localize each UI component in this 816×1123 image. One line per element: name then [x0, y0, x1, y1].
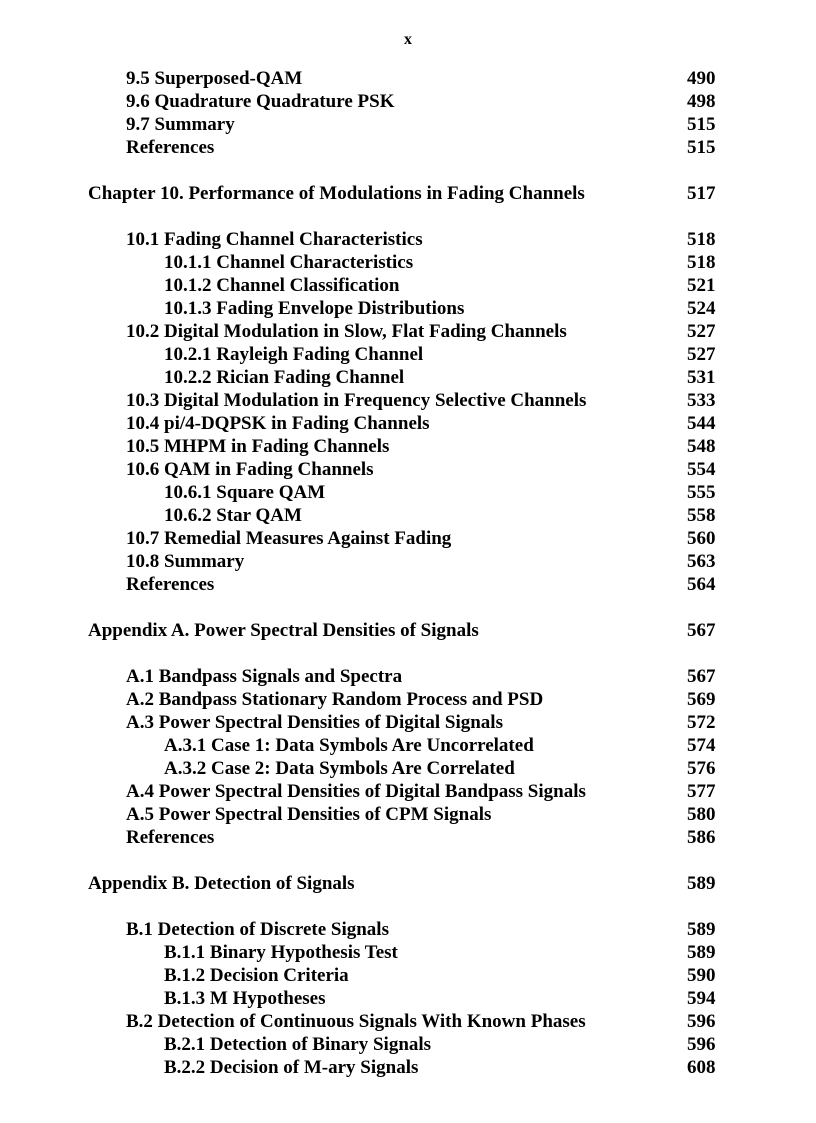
- toc-entry: [0, 711, 816, 734]
- toc-entry-title: A.2 Bandpass Stationary Random Process and PSD: [126, 689, 544, 710]
- toc-entry-page: 515: [687, 137, 716, 158]
- toc-entry: [0, 734, 816, 757]
- toc-entry-title: B.2.1 Detection of Binary Signals: [164, 1034, 432, 1055]
- toc-entry: [0, 1010, 816, 1033]
- toc-entry: [0, 550, 816, 573]
- toc-entry-page: 586: [687, 827, 716, 848]
- section-spacer: [0, 849, 816, 872]
- toc-entry: [0, 113, 816, 136]
- toc-entry: [0, 343, 816, 366]
- toc-entry: [0, 366, 816, 389]
- toc-entry: [0, 251, 816, 274]
- toc-entry-page: 589: [687, 919, 716, 940]
- toc-entry-page: 517: [687, 183, 716, 204]
- toc-entry-title: Chapter 10. Performance of Modulations in Fading Channels: [88, 183, 585, 204]
- toc-entry-title: A.4 Power Spectral Densities of Digital Bandpass Signals: [126, 781, 586, 802]
- toc-entry-page: 531: [687, 367, 716, 388]
- toc-entry-page: 576: [687, 758, 716, 779]
- section-spacer: [0, 596, 816, 619]
- toc-entry-page: 567: [687, 666, 716, 687]
- toc-entry-page: 518: [687, 229, 716, 250]
- table-of-contents: [0, 67, 816, 1079]
- toc-entry: [0, 412, 816, 435]
- toc-entry-title: 10.1 Fading Channel Characteristics: [126, 229, 423, 250]
- toc-entry: [0, 527, 816, 550]
- toc-entry-title: A.3.1 Case 1: Data Symbols Are Uncorrelated: [164, 735, 534, 756]
- toc-entry-title: 10.6 QAM in Fading Channels: [126, 459, 374, 480]
- toc-entry-title: 10.4 pi/4-DQPSK in Fading Channels: [126, 413, 430, 434]
- toc-entry: [0, 803, 816, 826]
- toc-entry: [0, 274, 816, 297]
- toc-entry-page: 548: [687, 436, 716, 457]
- toc-entry: [0, 1033, 816, 1056]
- toc-entry-page: 569: [687, 689, 716, 710]
- toc-entry: [0, 780, 816, 803]
- toc-entry: [0, 987, 816, 1010]
- toc-entry-title: 10.8 Summary: [126, 551, 245, 572]
- toc-entry-title: A.1 Bandpass Signals and Spectra: [126, 666, 403, 687]
- toc-entry-title: 10.3 Digital Modulation in Frequency Selective Channels: [126, 390, 587, 411]
- toc-entry: [0, 665, 816, 688]
- toc-entry-page: 596: [687, 1011, 716, 1032]
- toc-entry-title: 10.6.1 Square QAM: [164, 482, 326, 503]
- toc-entry-page: 563: [687, 551, 716, 572]
- toc-entry: [0, 458, 816, 481]
- toc-entry-page: 564: [687, 574, 716, 595]
- toc-entry-title: 10.2 Digital Modulation in Slow, Flat Fading Channels: [126, 321, 567, 342]
- toc-entry-title: Appendix A. Power Spectral Densities of Signals: [88, 620, 479, 641]
- toc-entry-title: A.5 Power Spectral Densities of CPM Signals: [126, 804, 492, 825]
- toc-entry-page: 589: [687, 873, 716, 894]
- toc-entry: [0, 918, 816, 941]
- toc-entry: [0, 481, 816, 504]
- page-number: x: [404, 31, 412, 48]
- toc-entry-page: 596: [687, 1034, 716, 1055]
- toc-entry-title: 10.2.1 Rayleigh Fading Channel: [164, 344, 424, 365]
- toc-entry-title: A.3 Power Spectral Densities of Digital Signals: [126, 712, 503, 733]
- toc-entry-page: 589: [687, 942, 716, 963]
- toc-entry-title: References: [126, 574, 215, 595]
- section-spacer: [0, 159, 816, 182]
- toc-entry-page: 533: [687, 390, 716, 411]
- toc-entry-page: 590: [687, 965, 716, 986]
- toc-chapter-entry: [0, 619, 816, 642]
- toc-entry-page: 515: [687, 114, 716, 135]
- toc-entry-page: 498: [687, 91, 716, 112]
- toc-entry: [0, 67, 816, 90]
- toc-entry-page: 544: [687, 413, 716, 434]
- toc-entry-page: 527: [687, 344, 716, 365]
- toc-entry: [0, 504, 816, 527]
- toc-entry: [0, 941, 816, 964]
- toc-entry-page: 518: [687, 252, 716, 273]
- toc-entry-title: 10.1.1 Channel Characteristics: [164, 252, 414, 273]
- toc-entry-title: 9.5 Superposed-QAM: [126, 68, 303, 89]
- toc-entry-title: 9.7 Summary: [126, 114, 235, 135]
- section-spacer: [0, 642, 816, 665]
- toc-entry-page: 608: [687, 1057, 716, 1078]
- toc-entry-title: B.1.2 Decision Criteria: [164, 965, 349, 986]
- toc-entry-title: 10.1.3 Fading Envelope Distributions: [164, 298, 465, 319]
- toc-entry: [0, 297, 816, 320]
- toc-entry-page: 560: [687, 528, 716, 549]
- toc-entry: [0, 964, 816, 987]
- toc-entry-page: 577: [687, 781, 716, 802]
- toc-entry: [0, 136, 816, 159]
- toc-entry: [0, 389, 816, 412]
- toc-entry-title: 10.7 Remedial Measures Against Fading: [126, 528, 452, 549]
- toc-entry: [0, 573, 816, 596]
- toc-entry-title: B.1.3 M Hypotheses: [164, 988, 326, 1009]
- toc-chapter-entry: [0, 182, 816, 205]
- toc-entry-page: 521: [687, 275, 716, 296]
- toc-entry: [0, 320, 816, 343]
- toc-entry-page: 558: [687, 505, 716, 526]
- toc-entry: [0, 826, 816, 849]
- toc-entry-page: 572: [687, 712, 716, 733]
- toc-entry-page: 524: [687, 298, 716, 319]
- toc-entry-title: B.2.2 Decision of M-ary Signals: [164, 1057, 419, 1078]
- toc-entry-title: 10.1.2 Channel Classification: [164, 275, 400, 296]
- toc-entry-title: 10.2.2 Rician Fading Channel: [164, 367, 405, 388]
- toc-entry-title: 9.6 Quadrature Quadrature PSK: [126, 91, 395, 112]
- toc-entry-page: 594: [687, 988, 716, 1009]
- toc-entry: [0, 1056, 816, 1079]
- toc-entry-page: 527: [687, 321, 716, 342]
- toc-entry-title: References: [126, 137, 215, 158]
- toc-entry-title: References: [126, 827, 215, 848]
- toc-entry: [0, 435, 816, 458]
- section-spacer: [0, 895, 816, 918]
- toc-entry-title: B.1.1 Binary Hypothesis Test: [164, 942, 398, 963]
- toc-entry-page: 554: [687, 459, 716, 480]
- toc-entry-page: 574: [687, 735, 716, 756]
- toc-entry: [0, 228, 816, 251]
- toc-entry-title: B.1 Detection of Discrete Signals: [126, 919, 389, 940]
- toc-entry: [0, 757, 816, 780]
- toc-entry: [0, 90, 816, 113]
- toc-entry-title: A.3.2 Case 2: Data Symbols Are Correlated: [164, 758, 515, 779]
- toc-entry-title: B.2 Detection of Continuous Signals With Known Phases: [126, 1011, 586, 1032]
- toc-entry-page: 567: [687, 620, 716, 641]
- toc-entry-title: Appendix B. Detection of Signals: [88, 873, 355, 894]
- toc-chapter-entry: [0, 872, 816, 895]
- toc-entry: [0, 688, 816, 711]
- toc-entry-page: 580: [687, 804, 716, 825]
- section-spacer: [0, 205, 816, 228]
- toc-entry-page: 555: [687, 482, 716, 503]
- toc-entry-page: 490: [687, 68, 716, 89]
- toc-entry-title: 10.6.2 Star QAM: [164, 505, 302, 526]
- toc-entry-title: 10.5 MHPM in Fading Channels: [126, 436, 390, 457]
